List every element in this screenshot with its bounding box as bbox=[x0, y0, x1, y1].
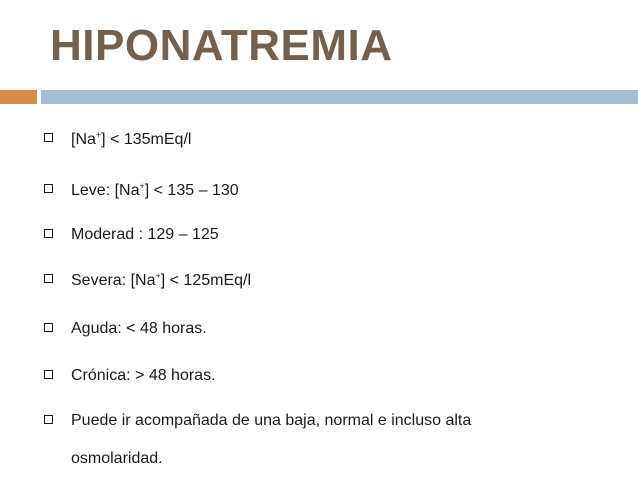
bullet-text: Severa: [Na+] < 125mEq/l bbox=[71, 271, 252, 289]
square-bullet-icon bbox=[44, 133, 53, 142]
square-bullet-icon bbox=[44, 323, 53, 332]
bullet-text: Aguda: < 48 horas. bbox=[71, 320, 207, 337]
square-bullet-icon bbox=[44, 184, 53, 193]
bullet-text: Crónica: > 48 horas. bbox=[71, 367, 216, 384]
bullet-text: Moderad : 129 – 125 bbox=[71, 226, 219, 243]
square-bullet-icon bbox=[44, 415, 53, 424]
bullet-text: Puede ir acompañada de una baja, normal e incluso alta osmolaridad. bbox=[71, 412, 472, 467]
slide-title: HIPONATREMIA bbox=[50, 21, 393, 70]
bullet-text: Leve: [Na+] < 135 – 130 bbox=[71, 181, 239, 199]
square-bullet-icon bbox=[44, 370, 53, 379]
bullet-text: [Na+] < 135mEq/l bbox=[71, 130, 192, 148]
square-bullet-icon bbox=[44, 274, 53, 283]
square-bullet-icon bbox=[44, 229, 53, 238]
